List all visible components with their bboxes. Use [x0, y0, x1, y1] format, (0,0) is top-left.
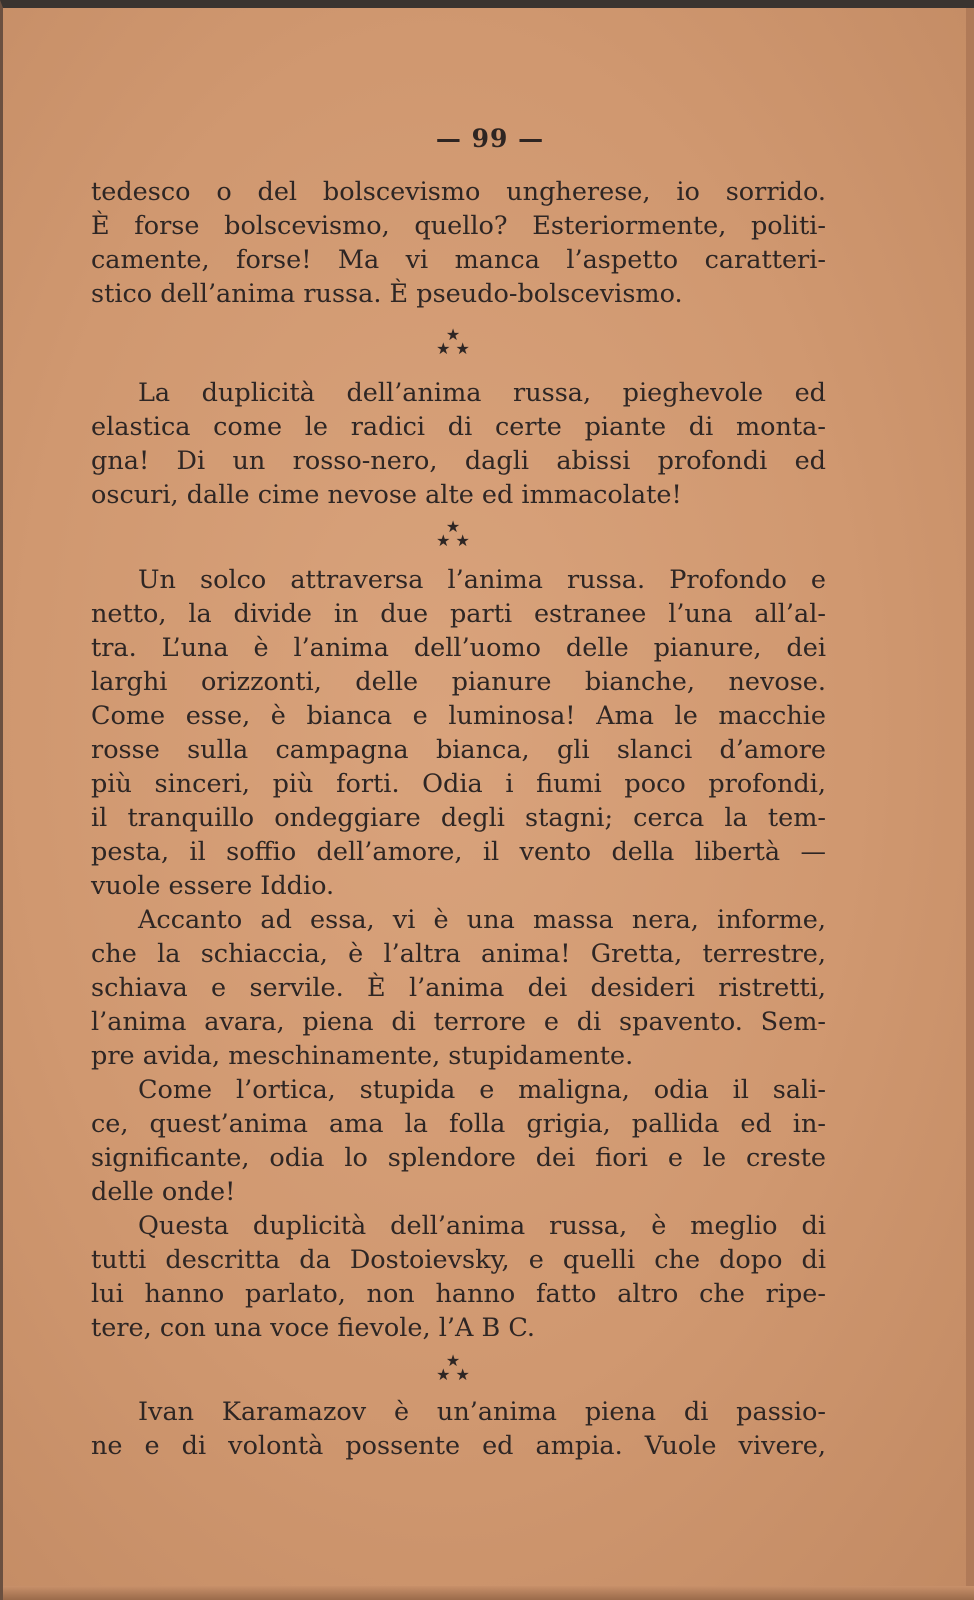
star-icon: ★: [445, 325, 461, 344]
text-line: elastica come le radici di certe piante di monta-: [91, 412, 826, 442]
text-line: che la schiaccia, è l’altra anima! Gretta, terrestre,: [91, 939, 826, 969]
text-line: larghi orizzonti, delle pianure bianche, nevose.: [91, 667, 826, 697]
page-number: — 99 —: [435, 124, 545, 153]
text-line: ce, quest’anima ama la folla grigia, pallida ed in-: [91, 1109, 826, 1139]
text-line: il tranquillo ondeggiare degli stagni; cerca la tem-: [91, 803, 826, 833]
text-line: delle onde!: [91, 1177, 236, 1207]
text-line: l’anima avara, piena di terrore e di spavento. Sem-: [91, 1007, 826, 1037]
text-line: Accanto ad essa, vi è una massa nera, informe,: [138, 905, 826, 935]
text-line: tere, con una voce fievole, l’A B C.: [91, 1313, 536, 1343]
text-line: La duplicità dell’anima russa, pieghevole ed: [138, 378, 826, 408]
paragraph-block-1: [91, 175, 826, 311]
text-line: vuole essere Iddio.: [91, 871, 335, 901]
asterism-separator-2: [3, 517, 903, 550]
star-pair-icon: ★ ★: [436, 339, 470, 358]
text-line: più sinceri, più forti. Odia i fiumi poco profondi,: [91, 769, 826, 799]
text-line: Come l’ortica, stupida e maligna, odia il sali-: [138, 1075, 826, 1105]
text-line: netto, la divide in due parti estranee l’una all’al-: [91, 599, 826, 629]
star-pair-icon: ★ ★: [436, 1365, 470, 1384]
text-line: gna! Di un rosso-nero, dagli abissi profondi ed: [91, 446, 826, 476]
star-pair-icon: ★ ★: [436, 531, 470, 550]
paragraph-block-4: [91, 1395, 826, 1463]
text-line: lui hanno parlato, non hanno fatto altro che ripe-: [91, 1279, 826, 1309]
asterism-separator-1: [3, 325, 903, 358]
asterism-separator-3: [3, 1351, 903, 1384]
text-line: stico dell’anima russa. È pseudo-bolscevismo.: [91, 279, 683, 309]
text-line: Questa duplicità dell’anima russa, è meglio di: [138, 1211, 826, 1241]
text-line: ne e di volontà possente ed ampia. Vuole vivere,: [91, 1431, 826, 1461]
text-line: tra. L’una è l’anima dell’uomo delle pianure, dei: [91, 633, 826, 663]
text-line: camente, forse! Ma vi manca l’aspetto caratteri-: [91, 245, 826, 275]
text-line: Un solco attraversa l’anima russa. Profondo e: [138, 565, 826, 595]
star-icon: ★: [445, 517, 461, 536]
text-line: oscuri, dalle cime nevose alte ed immacolate!: [91, 480, 682, 510]
text-line: significante, odia lo splendore dei fiori e le creste: [91, 1143, 826, 1173]
text-line: È forse bolscevismo, quello? Esteriormente, politi-: [91, 211, 826, 241]
text-line: Ivan Karamazov è un’anima piena di passio-: [138, 1397, 826, 1427]
paragraph-block-3: [91, 563, 826, 1345]
text-line: tedesco o del bolscevismo ungherese, io sorrido.: [91, 177, 826, 207]
text-line: schiava e servile. È l’anima dei desideri ristretti,: [91, 973, 826, 1003]
paragraph-block-2: [91, 376, 826, 512]
text-line: tutti descritta da Dostoievsky, e quelli che dopo di: [91, 1245, 826, 1275]
text-line: Come esse, è bianca e luminosa! Ama le macchie: [91, 701, 826, 731]
text-line: pesta, il soffio dell’amore, il vento della libertà —: [91, 837, 826, 867]
text-line: rosse sulla campagna bianca, gli slanci d’amore: [91, 735, 826, 765]
page-bottom-edge: [3, 1586, 974, 1600]
page-edge: [966, 8, 974, 1600]
text-line: pre avida, meschinamente, stupidamente.: [91, 1041, 634, 1071]
star-icon: ★: [445, 1351, 461, 1370]
